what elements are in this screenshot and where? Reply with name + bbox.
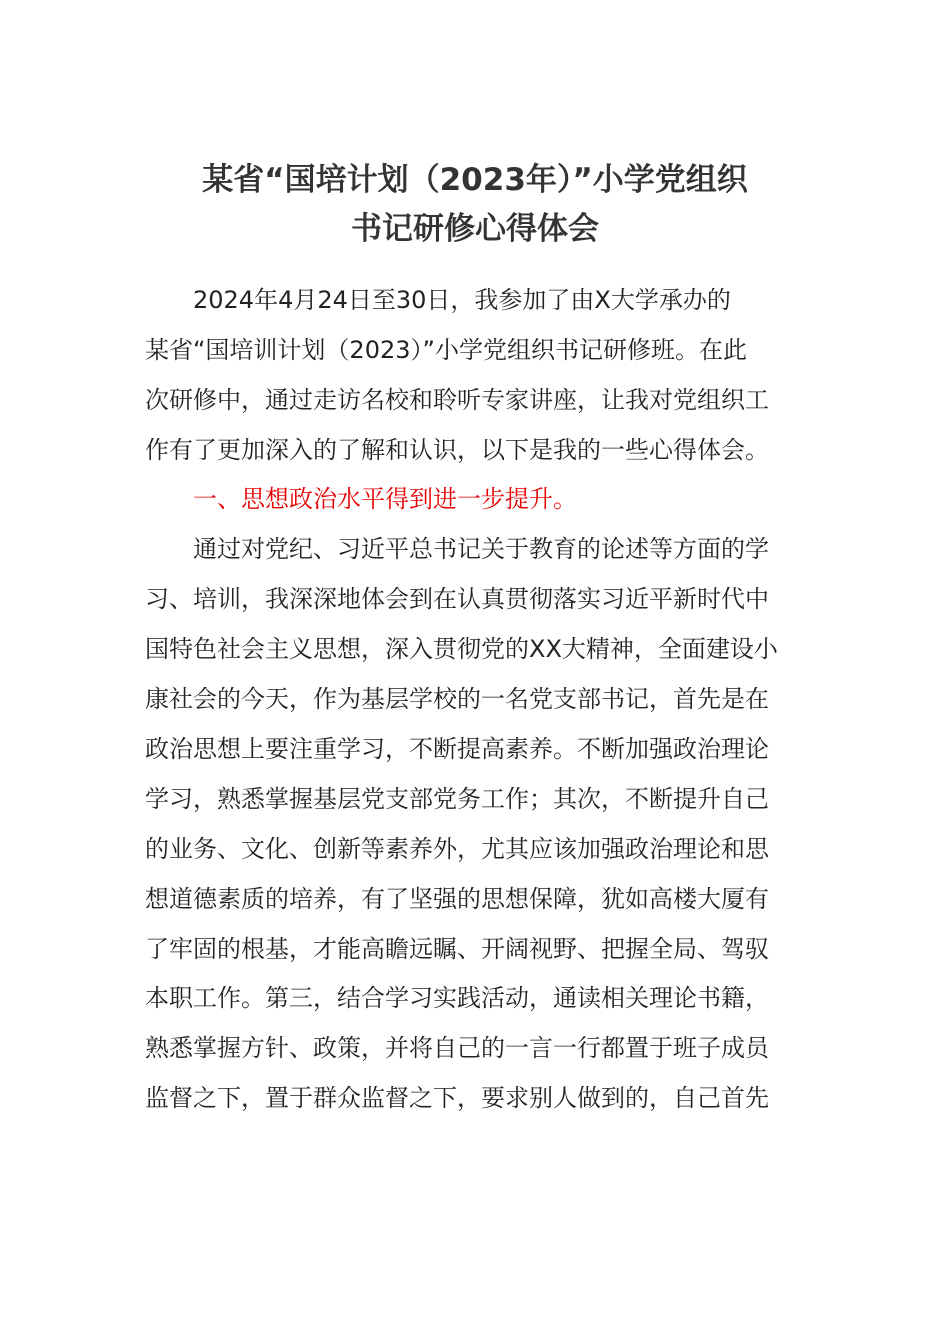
paragraph-1-line-11: 熟悉掌握方针、政策，并将自己的一言一行都置于班子成员: [145, 1034, 769, 1062]
document-title-line-2: 书记研修心得体会: [351, 211, 599, 247]
paragraph-intro-line-4: 作有了更加深入的了解和认识，以下是我的一些心得体会。: [145, 436, 769, 464]
paragraph-1-line-7: 的业务、文化、创新等素养外，尤其应该加强政治理论和思: [145, 835, 769, 863]
paragraph-1-line-4: 康社会的今天，作为基层学校的一名党支部书记，首先是在: [145, 685, 769, 713]
section-heading-1: 一、思想政治水平得到进一步提升。: [145, 485, 577, 513]
paragraph-intro-line-1: 2024年4月24日至30日，我参加了由X大学承办的: [145, 286, 731, 314]
paragraph-1-line-3: 国特色社会主义思想，深入贯彻党的XX大精神，全面建设小: [145, 635, 778, 663]
document-title-line-1: 某省“国培计划（2023年）”小学党组织: [202, 162, 748, 198]
paragraph-1-line-5: 政治思想上要注重学习，不断提高素养。不断加强政治理论: [145, 735, 769, 763]
paragraph-1-line-2: 习、培训，我深深地体会到在认真贯彻落实习近平新时代中: [145, 585, 769, 613]
paragraph-1-line-6: 学习，熟悉掌握基层党支部党务工作；其次，不断提升自己: [145, 785, 769, 813]
paragraph-1-line-8: 想道德素质的培养，有了坚强的思想保障，犹如高楼大厦有: [145, 885, 769, 913]
paragraph-1-line-1: 通过对党纪、习近平总书记关于教育的论述等方面的学: [145, 535, 769, 563]
paragraph-1-line-12: 监督之下，置于群众监督之下，要求别人做到的，自己首先: [145, 1084, 769, 1112]
paragraph-1-line-10: 本职工作。第三，结合学习实践活动，通读相关理论书籍，: [145, 984, 769, 1012]
paragraph-1-line-9: 了牢固的根基，才能高瞻远瞩、开阔视野、把握全局、驾驭: [145, 935, 769, 963]
paragraph-intro-line-2: 某省“国培训计划（2023）”小学党组织书记研修班。在此: [145, 336, 747, 364]
paragraph-intro-line-3: 次研修中，通过走访名校和聆听专家讲座，让我对党组织工: [145, 386, 769, 414]
